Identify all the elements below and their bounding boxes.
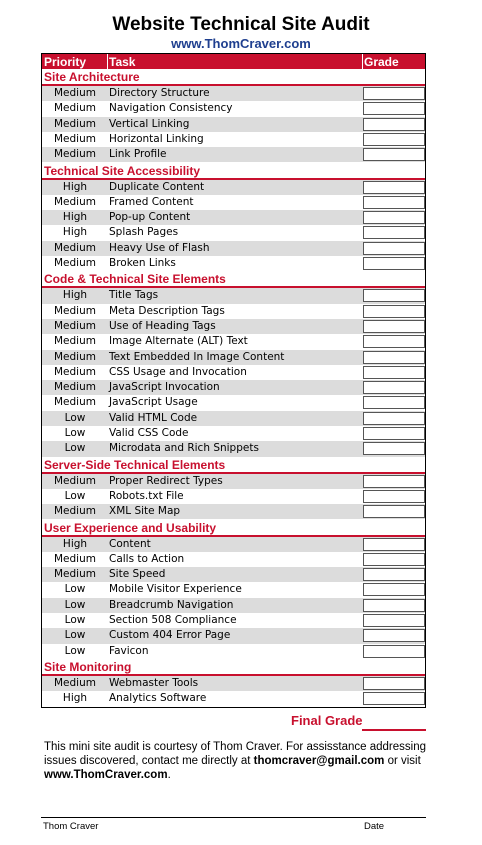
table-row xyxy=(42,350,425,365)
priority-cell: Low xyxy=(64,583,86,596)
task-cell: Content xyxy=(109,537,151,550)
task-cell: Pop-up Content xyxy=(109,211,191,224)
priority-cell: Low xyxy=(64,644,86,657)
grade-input[interactable] xyxy=(363,645,425,658)
table-row xyxy=(42,380,425,395)
table-header xyxy=(42,54,425,69)
table-row xyxy=(42,567,425,582)
table-row xyxy=(42,552,425,567)
task-cell: Valid CSS Code xyxy=(109,427,189,439)
signature-date-label: Date xyxy=(364,821,385,832)
task-cell: Valid HTML Code xyxy=(109,411,198,424)
task-cell: Mobile Visitor Experience xyxy=(109,583,242,596)
grade-input[interactable] xyxy=(363,475,425,488)
priority-cell: Low xyxy=(64,442,86,455)
priority-cell: Medium xyxy=(54,241,96,254)
grade-input[interactable] xyxy=(363,396,425,409)
note-website-link[interactable]: www.ThomCraver.com xyxy=(44,769,168,781)
grade-input[interactable] xyxy=(363,148,425,161)
grade-input[interactable] xyxy=(363,257,425,270)
section-title: Technical Site Accessibility xyxy=(44,163,201,178)
priority-cell: Medium xyxy=(54,552,96,565)
table-row xyxy=(42,504,425,519)
task-cell: Proper Redirect Types xyxy=(109,474,223,487)
table-row xyxy=(42,644,425,659)
table-row xyxy=(42,241,425,256)
grade-input[interactable] xyxy=(363,181,425,194)
table-row xyxy=(42,117,425,132)
grade-input[interactable] xyxy=(363,599,425,612)
section-title: User Experience and Usability xyxy=(44,520,217,535)
table-row xyxy=(42,582,425,597)
priority-cell: High xyxy=(62,692,88,705)
grade-column-header: Grade xyxy=(364,55,399,69)
grade-input[interactable] xyxy=(363,351,425,364)
task-cell: Use of Heading Tags xyxy=(109,319,216,332)
priority-cell: Low xyxy=(64,411,86,424)
priority-cell: Medium xyxy=(54,319,96,332)
grade-input[interactable] xyxy=(363,305,425,318)
table-row xyxy=(42,319,425,334)
grade-input[interactable] xyxy=(363,677,425,690)
table-row xyxy=(42,210,425,225)
grade-input[interactable] xyxy=(363,583,425,596)
task-cell: Image Alternate (ALT) Text xyxy=(109,335,248,348)
table-row xyxy=(42,676,425,691)
task-cell: Microdata and Rich Snippets xyxy=(109,442,259,455)
task-cell: Navigation Consistency xyxy=(109,102,233,115)
task-cell: Vertical Linking xyxy=(109,117,190,130)
section-title: Site Architecture xyxy=(44,70,140,84)
contact-email[interactable]: thomcraver@gmail.com xyxy=(253,755,385,767)
priority-cell: Medium xyxy=(54,396,96,409)
grade-input[interactable] xyxy=(363,196,425,209)
task-cell: XML Site Map xyxy=(109,505,181,518)
final-grade-field[interactable] xyxy=(362,729,426,731)
signature-line xyxy=(41,817,426,818)
header-divider xyxy=(362,54,363,69)
grade-input[interactable] xyxy=(363,87,425,100)
website-link[interactable]: www.ThomCraver.com xyxy=(171,36,311,51)
priority-cell: High xyxy=(62,537,88,550)
task-cell: Splash Pages xyxy=(109,226,179,239)
section-header xyxy=(42,69,425,86)
task-cell: Broken Links xyxy=(109,257,176,269)
note-end: . xyxy=(167,769,171,781)
section-header xyxy=(42,457,425,474)
task-cell: Site Speed xyxy=(109,568,166,581)
priority-cell: Medium xyxy=(54,87,96,99)
courtesy-note xyxy=(44,740,444,782)
table-row xyxy=(42,288,425,303)
section-title: Site Monitoring xyxy=(44,659,132,674)
table-row xyxy=(42,365,425,380)
section-title: Server-Side Technical Elements xyxy=(44,457,226,472)
grade-input[interactable] xyxy=(363,412,425,425)
table-row xyxy=(42,86,425,101)
task-cell: Link Profile xyxy=(109,148,167,161)
grade-input[interactable] xyxy=(363,335,425,348)
grade-input[interactable] xyxy=(363,320,425,333)
table-row xyxy=(42,395,425,410)
task-cell: Text Embedded In Image Content xyxy=(109,350,285,363)
task-cell: Robots.txt File xyxy=(109,489,184,502)
priority-cell: Medium xyxy=(54,117,96,130)
grade-input[interactable] xyxy=(363,568,425,581)
priority-cell: Medium xyxy=(54,474,96,487)
table-row xyxy=(42,180,425,195)
task-cell: CSS Usage and Invocation xyxy=(109,365,247,378)
task-cell: Duplicate Content xyxy=(109,180,205,193)
table-row xyxy=(42,691,425,706)
section-header xyxy=(42,163,425,180)
grade-input[interactable] xyxy=(363,614,425,627)
priority-cell: High xyxy=(62,289,88,302)
task-column-header: Task xyxy=(109,55,136,69)
table-row xyxy=(42,147,425,162)
priority-cell: High xyxy=(62,226,88,239)
table-row xyxy=(42,474,425,489)
signature-name-label: Thom Craver xyxy=(43,821,99,832)
grade-input[interactable] xyxy=(363,118,425,131)
priority-cell: Medium xyxy=(54,676,96,689)
grade-input[interactable] xyxy=(363,692,425,705)
grade-input[interactable] xyxy=(363,381,425,394)
section-header xyxy=(42,520,425,537)
task-cell: Meta Description Tags xyxy=(109,304,225,317)
table-row xyxy=(42,441,425,456)
table-row xyxy=(42,334,425,349)
task-cell: JavaScript Usage xyxy=(109,396,198,409)
grade-input[interactable] xyxy=(363,442,425,455)
priority-cell: Medium xyxy=(54,102,96,115)
priority-cell: Medium xyxy=(54,132,96,145)
priority-cell: Medium xyxy=(54,365,96,378)
priority-cell: Low xyxy=(64,629,86,642)
table-row xyxy=(42,628,425,643)
grade-input[interactable] xyxy=(363,538,425,551)
grade-input[interactable] xyxy=(363,226,425,239)
table-row xyxy=(42,613,425,628)
priority-cell: High xyxy=(62,211,88,224)
section-header xyxy=(42,659,425,676)
task-cell: Calls to Action xyxy=(109,552,185,565)
section-header xyxy=(42,271,425,288)
task-cell: Title Tags xyxy=(109,289,159,302)
table-row xyxy=(42,411,425,426)
task-cell: Directory Structure xyxy=(109,87,210,99)
priority-cell: Medium xyxy=(54,505,96,518)
priority-cell: Low xyxy=(64,427,86,439)
grade-input[interactable] xyxy=(363,490,425,503)
task-cell: JavaScript Invocation xyxy=(109,381,220,394)
table-row xyxy=(42,598,425,613)
priority-cell: Medium xyxy=(54,568,96,581)
task-cell: Heavy Use of Flash xyxy=(109,241,210,254)
grade-input[interactable] xyxy=(363,133,425,146)
priority-cell: Low xyxy=(64,489,86,502)
priority-cell: Medium xyxy=(54,257,96,269)
table-row xyxy=(42,256,425,271)
task-cell: Favicon xyxy=(109,644,149,657)
page-title: Website Technical Site Audit xyxy=(112,14,370,35)
task-cell: Horizontal Linking xyxy=(109,132,204,145)
priority-cell: Medium xyxy=(54,335,96,348)
priority-cell: High xyxy=(62,180,88,193)
priority-cell: Medium xyxy=(54,148,96,161)
grade-input[interactable] xyxy=(363,427,425,440)
task-cell: Breadcrumb Navigation xyxy=(109,598,234,611)
priority-cell: Low xyxy=(64,598,86,611)
priority-cell: Low xyxy=(64,614,86,626)
grade-input[interactable] xyxy=(363,505,425,518)
table-row xyxy=(42,225,425,240)
section-title: Code & Technical Site Elements xyxy=(44,272,226,287)
priority-cell: Medium xyxy=(54,304,96,317)
task-cell: Analytics Software xyxy=(109,692,207,705)
grade-input[interactable] xyxy=(363,211,425,224)
priority-cell: Medium xyxy=(54,350,96,363)
table-row xyxy=(42,101,425,116)
priority-cell: Medium xyxy=(54,381,96,394)
grade-input[interactable] xyxy=(363,289,425,302)
task-cell: Framed Content xyxy=(109,195,194,208)
priority-cell: Medium xyxy=(54,195,96,208)
table-row xyxy=(42,132,425,147)
table-row xyxy=(42,489,425,504)
final-grade-label: Final Grade xyxy=(291,713,363,728)
note-mid: or visit xyxy=(384,755,421,767)
note-text: This mini site audit is courtesy of Thom Craver. For assisstance addressing issues discovered, contact me directly at xyxy=(44,741,426,767)
task-cell: Webmaster Tools xyxy=(109,676,199,689)
table-row xyxy=(42,426,425,441)
grade-input[interactable] xyxy=(363,242,425,255)
header-divider xyxy=(107,54,108,69)
priority-column-header: Priority xyxy=(44,55,87,69)
task-cell: Section 508 Compliance xyxy=(109,614,237,626)
grade-input[interactable] xyxy=(363,366,425,379)
table-row xyxy=(42,195,425,210)
table-row xyxy=(42,304,425,319)
table-row xyxy=(42,537,425,552)
grade-input[interactable] xyxy=(363,102,425,115)
grade-input[interactable] xyxy=(363,553,425,566)
audit-table xyxy=(41,53,426,708)
grade-input[interactable] xyxy=(363,629,425,642)
task-cell: Custom 404 Error Page xyxy=(109,629,231,642)
